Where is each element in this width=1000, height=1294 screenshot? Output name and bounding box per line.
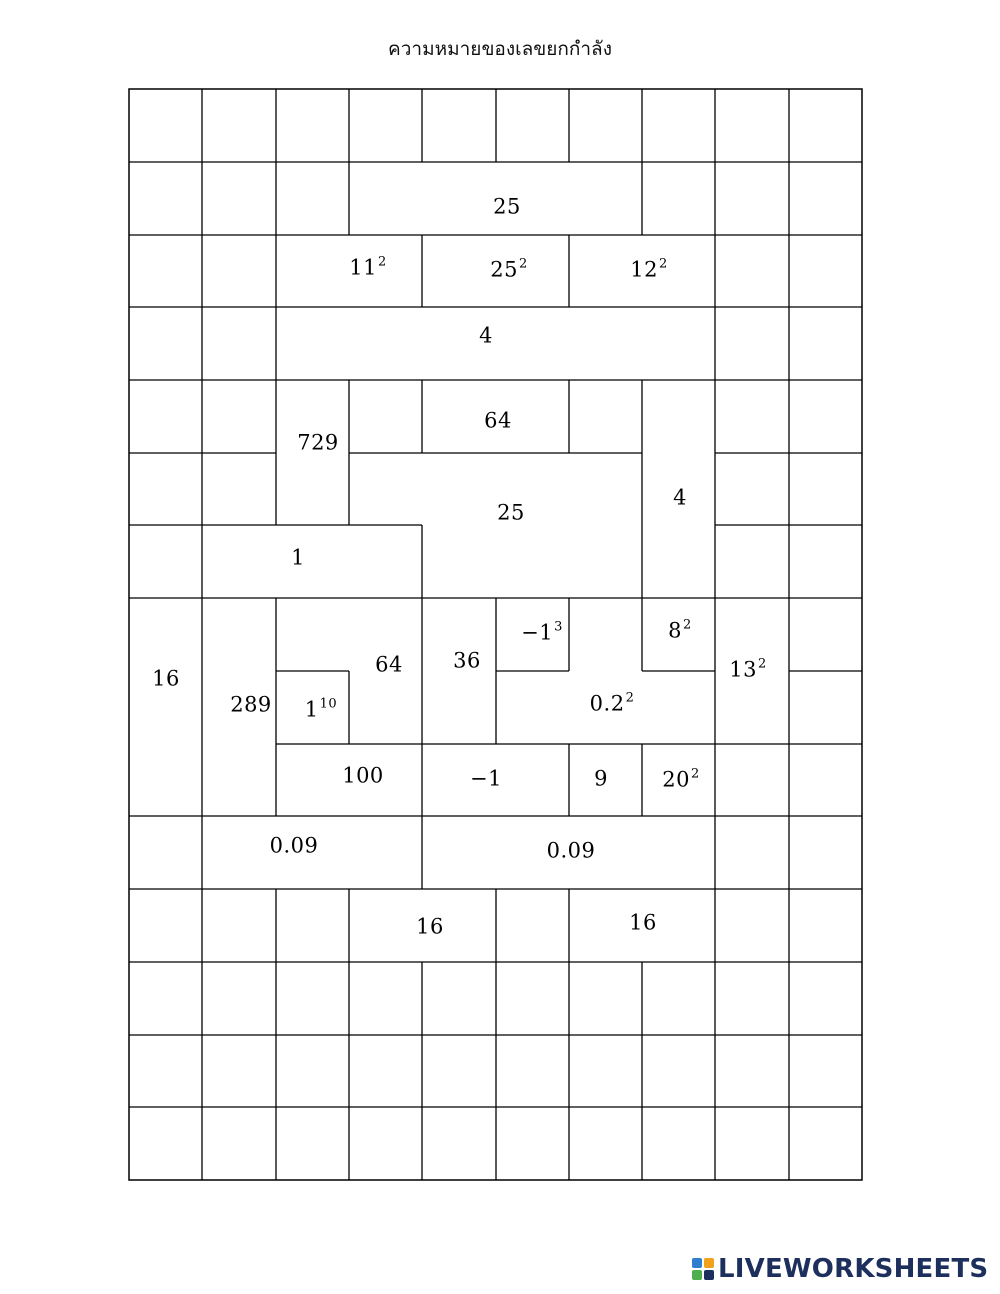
- cell-value: [629, 910, 657, 935]
- cell-exponent: 2: [658, 256, 668, 272]
- cell-value: [342, 763, 384, 788]
- cell-base: 11: [349, 255, 377, 280]
- cell-exponent: 2: [757, 656, 767, 672]
- cell-exponent: 2: [690, 766, 700, 782]
- cell-base: 64: [484, 408, 512, 433]
- cell-base: 289: [230, 692, 272, 717]
- cell-base: 13: [729, 657, 757, 682]
- cell-value: [269, 833, 319, 858]
- cell-base: 36: [453, 648, 481, 673]
- cell-base: 64: [375, 652, 403, 677]
- cell-base: 0.2: [589, 691, 625, 716]
- logo-tile: [692, 1270, 702, 1280]
- cell-base: 1: [291, 545, 305, 570]
- cell-base: 4: [479, 323, 493, 348]
- cell-base: 0.09: [546, 838, 596, 863]
- cell-exponent: 3: [554, 619, 563, 635]
- cell-base: −1: [470, 766, 502, 791]
- cell-value: [349, 256, 387, 279]
- cell-base: 16: [629, 910, 657, 935]
- cell-value: [521, 621, 563, 644]
- cell-value: [484, 408, 512, 433]
- logo-tile: [704, 1258, 714, 1268]
- cell-exponent: 2: [625, 690, 635, 706]
- cell-base: 4: [673, 485, 687, 510]
- cell-value: [375, 652, 403, 677]
- cell-value: [470, 766, 502, 791]
- cell-value: [546, 838, 596, 863]
- cell-value: [490, 258, 528, 281]
- cell-value: [493, 194, 521, 219]
- cell-value: [291, 545, 305, 570]
- cell-value: [453, 648, 481, 673]
- cell-base: 16: [152, 666, 180, 691]
- logo-tiles-icon: [692, 1258, 714, 1280]
- cell-exponent: 2: [377, 254, 387, 270]
- cell-exponent: 2: [518, 256, 528, 272]
- cell-base: 100: [342, 763, 384, 788]
- cell-value: [479, 323, 493, 348]
- cell-exponent: 2: [683, 617, 692, 633]
- cell-value: [497, 500, 525, 525]
- cell-base: −1: [521, 620, 554, 645]
- cell-base: 12: [630, 257, 658, 282]
- cell-value: [297, 430, 339, 455]
- cell-value: [673, 485, 687, 510]
- cell-value: [729, 658, 767, 681]
- cell-base: 25: [493, 194, 521, 219]
- cell-base: 0.09: [269, 833, 319, 858]
- cell-value: [590, 692, 635, 715]
- logo-tile: [692, 1258, 702, 1268]
- cell-value: [662, 768, 700, 791]
- brand-logo[interactable]: [692, 1254, 988, 1284]
- cell-value: [416, 914, 444, 939]
- cell-base: 25: [490, 257, 518, 282]
- cell-value: [594, 766, 608, 791]
- logo-tile: [704, 1270, 714, 1280]
- cell-value: [152, 666, 180, 691]
- cell-base: 8: [668, 618, 683, 643]
- cell-base: 16: [416, 914, 444, 939]
- brand-name: LIVEWORKSHEETS: [718, 1254, 989, 1284]
- worksheet-title: ความหมายของเลขยกกำลัง: [388, 38, 612, 60]
- cell-value: [305, 698, 337, 721]
- cell-value: [668, 619, 692, 642]
- cell-base: 25: [497, 500, 525, 525]
- cell-value: [230, 692, 272, 717]
- cell-base: 20: [662, 767, 690, 792]
- cell-base: 1: [304, 697, 319, 722]
- cell-exponent: 10: [319, 696, 338, 712]
- cell-value: [630, 258, 668, 281]
- cell-base: 729: [297, 430, 339, 455]
- cell-base: 9: [594, 766, 608, 791]
